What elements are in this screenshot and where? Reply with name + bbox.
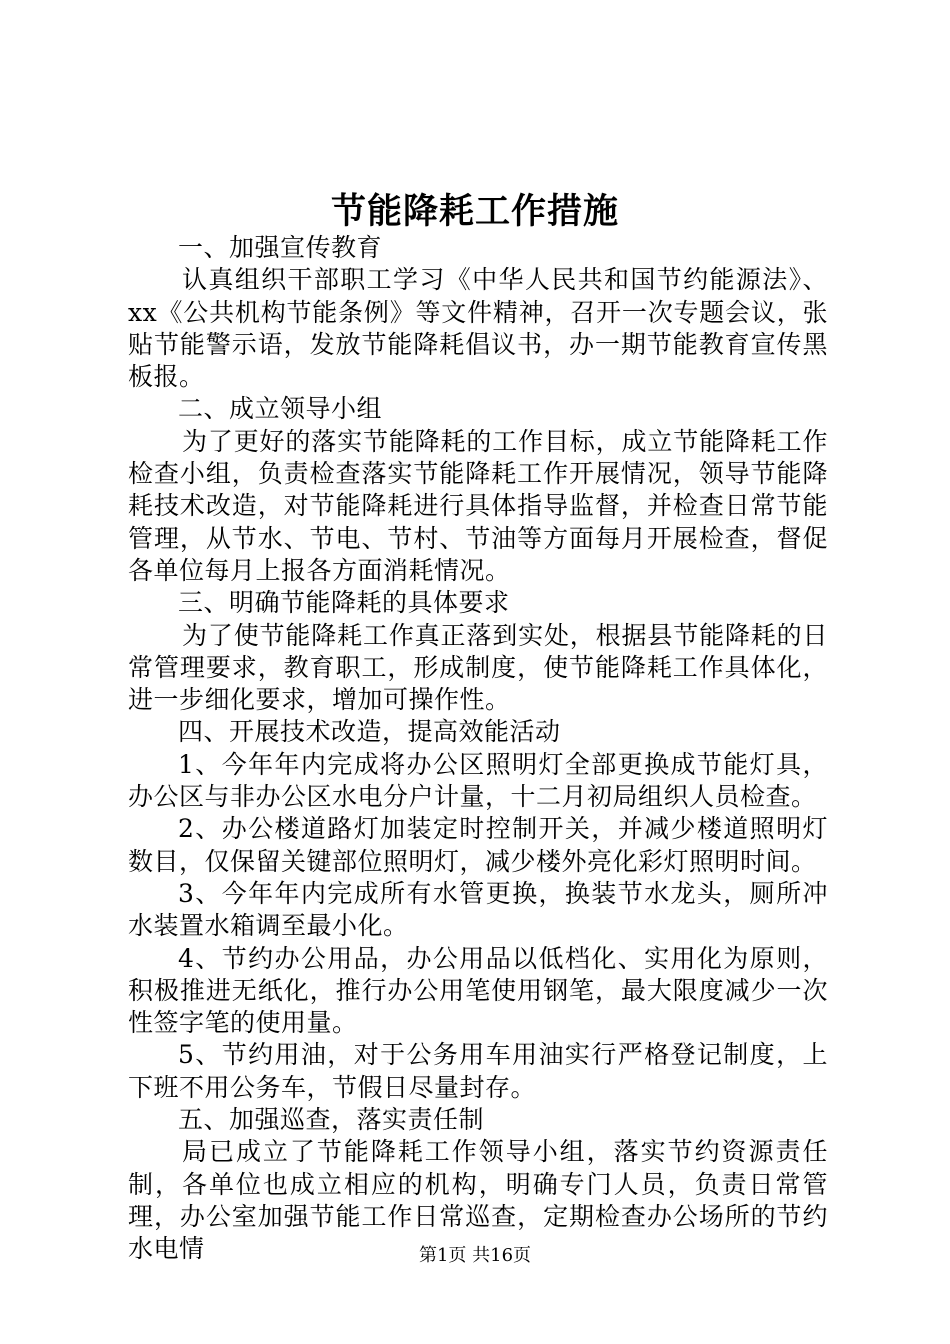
section-heading: 二、成立领导小组 bbox=[178, 394, 383, 424]
list-item: 4、节约办公用品，办公用品以低档化、实用化为原则，积极推进无纸化，推行办公用笔使用钢笔，最大限度减少一次性签字笔的使用量。 bbox=[128, 943, 828, 1038]
document-body bbox=[128, 232, 828, 1266]
section-heading: 一、加强宣传教育 bbox=[178, 233, 383, 262]
document-title: 节能降耗工作措施 bbox=[330, 191, 619, 232]
section-heading: 五、加强巡查，落实责任制 bbox=[178, 1105, 485, 1135]
paragraph: 认真组织干部职工学习《中华人民共和国节约能源法》、xx《公共机构节能条例》等文件精神，召开一次专题会议，张贴节能警示语，发放节能降耗倡议书，办一期节能教育宣传黑板报。 bbox=[128, 265, 828, 392]
section-heading: 四、开展技术改造，提高效能活动 bbox=[178, 717, 561, 747]
list-item: 5、节约用油，对于公务用车用油实行严格登记制度，上下班不用公务车，节假日尽量封存。 bbox=[128, 1040, 828, 1102]
list-item: 3、今年年内完成所有水管更换，换装节水龙头，厕所冲水装置水箱调至最小化。 bbox=[128, 878, 828, 941]
section-heading: 三、明确节能降耗的具体要求 bbox=[178, 588, 510, 618]
paragraph: 为了更好的落实节能降耗的工作目标，成立节能降耗工作检查小组，负责检查落实节能降耗工作开展情况，领导节能降耗技术改造，对节能降耗进行具体指导监督，并检查日常节能管理，从节水、节电、节村、节油等方面每月开展检查，督促各单位每月上报各方面消耗情况。 bbox=[128, 426, 828, 585]
paragraph: 为了使节能降耗工作真正落到实处，根据县节能降耗的日常管理要求，教育职工，形成制度，使节能降耗工作具体化，进一步细化要求，增加可操作性。 bbox=[128, 620, 828, 715]
paragraph: 局已成立了节能降耗工作领导小组，落实节约资源责任制，各单位也成立相应的机构，明确专门人员，负责日常管理，办公室加强节能工作日常巡查，定期检查办公场所的节约水电情 bbox=[128, 1137, 828, 1264]
page-footer: 第1页 共16页 bbox=[418, 1245, 532, 1266]
list-item: 2、办公楼道路灯加装定时控制开关，并减少楼道照明灯数目，仅保留关键部位照明灯，减少楼外亮化彩灯照明时间。 bbox=[128, 814, 828, 876]
list-item: 1、今年年内完成将办公区照明灯全部更换成节能灯具，办公区与非办公区水电分户计量，十二月初局组织人员检查。 bbox=[128, 749, 828, 812]
